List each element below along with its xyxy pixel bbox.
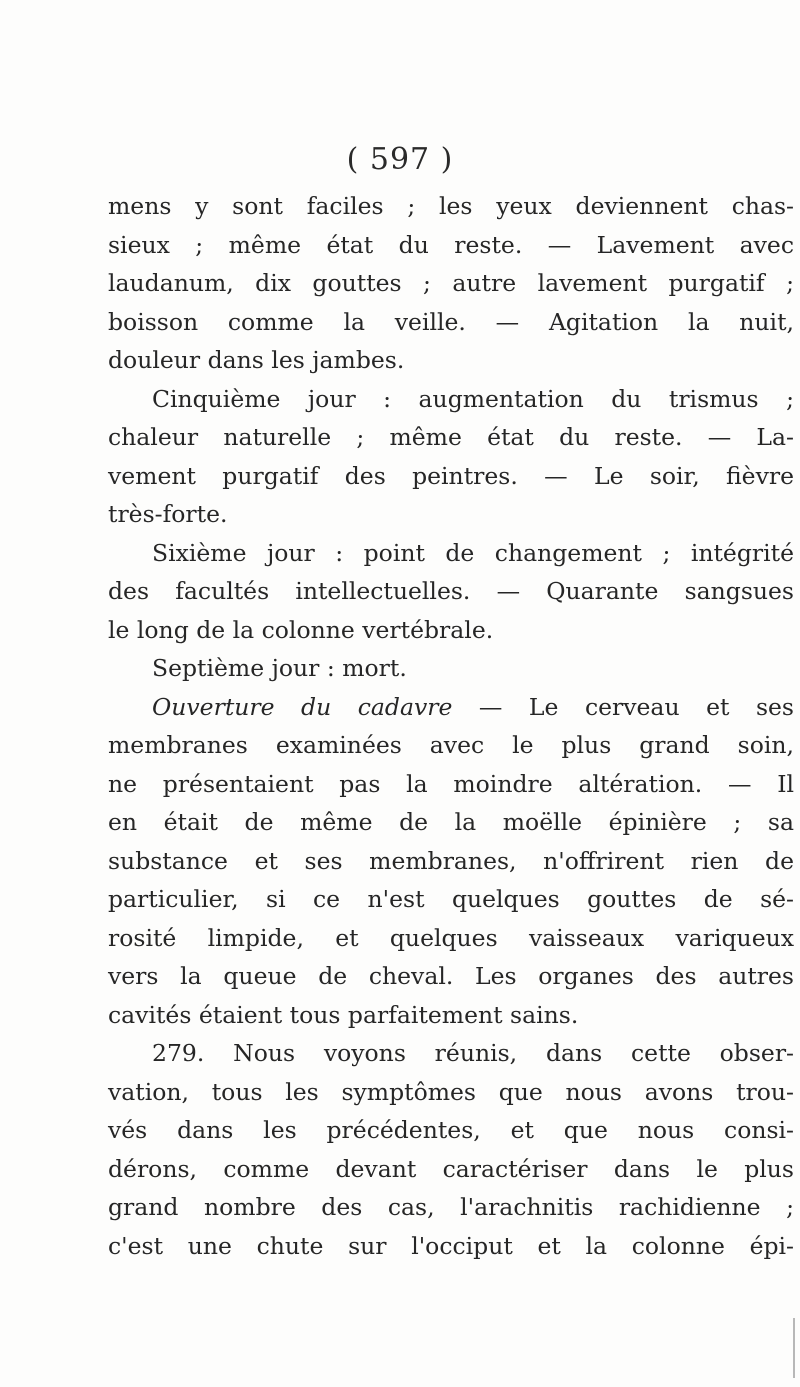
text-line: c'est une chute sur l'occiput et la colonne épi-	[108, 1231, 794, 1260]
text-line: laudanum, dix gouttes ; autre lavement purgatif ;	[108, 269, 794, 297]
text-line: vés dans les précédentes, et que nous consi-	[108, 1116, 794, 1144]
text-line: douleur dans les jambes.	[108, 346, 405, 374]
text-line: mens y sont faciles ; les yeux deviennent chas-	[108, 192, 794, 220]
text-line: sieux ; même état du reste. — Lavement avec	[108, 230, 794, 259]
text-line: ne présentaient pas la moindre altération. — Il	[108, 769, 794, 798]
page-number: ( 597 )	[346, 142, 454, 177]
text-line: grand nombre des cas, l'arachnitis rachidienne ;	[108, 1193, 794, 1221]
text-line: dérons, comme devant caractériser dans le plus	[108, 1154, 794, 1183]
text-line: boisson comme la veille. — Agitation la nuit,	[108, 307, 794, 336]
text-line: vement purgatif des peintres. — Le soir, fièvre	[108, 461, 794, 490]
text-line: des facultés intellectuelles. — Quarante sangsues	[108, 577, 794, 605]
text-line: 279. Nous voyons réunis, dans cette obser-	[152, 1039, 794, 1067]
text-line: en était de même de la moëlle épinière ; sa	[108, 808, 794, 836]
text-line: très-forte.	[108, 500, 228, 528]
text-line: rosité limpide, et quelques vaisseaux variqueux	[108, 923, 794, 952]
text-line: cavités étaient tous parfaitement sains.	[108, 1000, 579, 1029]
text-line-rest: — Le cerveau et ses	[452, 692, 794, 721]
text-line: vation, tous les symptômes que nous avons trou-	[108, 1077, 794, 1106]
scan-artifact-mark	[793, 1318, 795, 1378]
text-line: vers la queue de cheval. Les organes des autres	[108, 962, 794, 990]
section-heading-italic: Ouverture du cadavre	[152, 692, 453, 721]
text-line: chaleur naturelle ; même état du reste. — La-	[108, 423, 794, 451]
text-line: membranes examinées avec le plus grand soin,	[108, 731, 794, 759]
text-line: Sixième jour : point de changement ; intégrité	[152, 538, 794, 567]
text-line: Cinquième jour : augmentation du trismus ;	[152, 384, 794, 413]
text-line: particulier, si ce n'est quelques gouttes de sé-	[108, 885, 794, 913]
text-line-with-heading	[108, 688, 794, 727]
body-text	[108, 187, 794, 1265]
text-line: substance et ses membranes, n'offrirent rien de	[108, 846, 794, 875]
text-line: Septième jour : mort.	[152, 654, 407, 682]
text-line: le long de la colonne vertébrale.	[108, 615, 494, 644]
